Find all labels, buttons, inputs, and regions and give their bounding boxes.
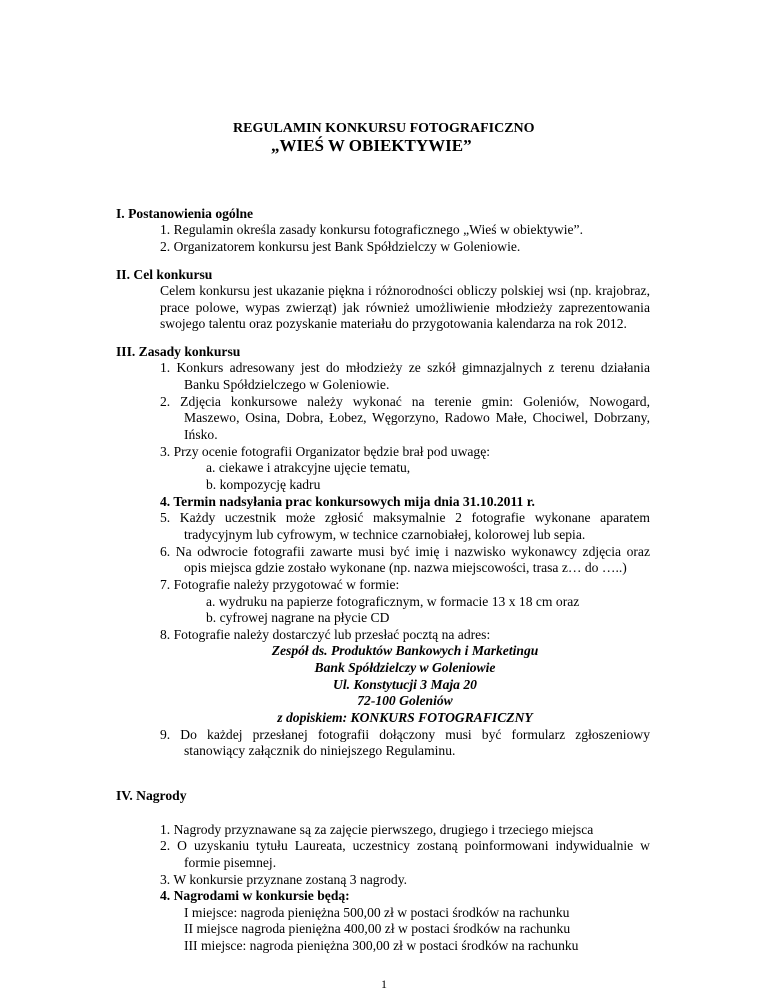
section-2-heading: II. Cel konkursu xyxy=(116,267,213,282)
list-item: 2. O uzyskaniu tytułu Laureata, uczestnicy zostaną poinformowani indywidualnie w xyxy=(160,838,650,853)
section-1-heading: I. Postanowienia ogólne xyxy=(116,206,254,221)
list-item: 7. Fotografie należy przygotować w formie: xyxy=(160,577,400,592)
list-item-continuation: formie pisemnej. xyxy=(184,855,277,870)
address-line: z dopiskiem: KONKURS FOTOGRAFICZNY xyxy=(277,710,533,725)
prize-line: II miejsce nagroda pieniężna 400,00 zł w postaci środków na rachunku xyxy=(184,921,571,936)
paragraph-line: prace polowe, wypas zwierząt) jak również umożliwienie młodzieży zaprezentowania xyxy=(160,300,650,315)
address-line: Bank Spółdzielczy w Goleniowie xyxy=(314,660,496,675)
paragraph-line: Celem konkursu jest ukazanie piękna i różnorodności obliczy polskiej wsi (np. krajobraz, xyxy=(160,283,650,298)
section-4-heading: IV. Nagrody xyxy=(116,788,187,803)
list-item-continuation: Ińsko. xyxy=(184,427,218,442)
list-item: 2. Zdjęcia konkursowe należy wykonać na terenie gmin: Goleniów, Nowogard, xyxy=(160,394,650,409)
document-title: REGULAMIN KONKURSU FOTOGRAFICZNO xyxy=(233,121,535,136)
sub-list-item: b. kompozycję kadru xyxy=(206,477,321,492)
list-item: 9. Do każdej przesłanej fotografii dołączony musi być formularz zgłoszeniowy xyxy=(160,727,650,742)
list-item: 1. Nagrody przyznawane są za zajęcie pierwszego, drugiego i trzeciego miejsca xyxy=(160,822,594,837)
list-item-continuation: opis miejsca gdzie zostało wykonane (np. nazwa miejscowości, trasa z… do …..) xyxy=(184,560,627,575)
list-item: 8. Fotografie należy dostarczyć lub przesłać pocztą na adres: xyxy=(160,627,491,642)
address-line: Ul. Konstytucji 3 Maja 20 xyxy=(333,677,477,692)
list-item: 1. Regulamin określa zasady konkursu fotograficznego „Wieś w obiektywie”. xyxy=(160,222,583,237)
list-item-continuation: stanowiący załącznik do niniejszego Regulaminu. xyxy=(184,743,456,758)
list-item: 6. Na odwrocie fotografii zawarte musi być imię i nazwisko wykonawcy zdjęcia oraz xyxy=(160,544,650,559)
document-subtitle: „WIEŚ W OBIEKTYWIE” xyxy=(271,136,472,155)
paragraph-line: swojego talentu oraz pozyskanie materiału do przygotowania kalendarza na rok 2012. xyxy=(160,316,627,331)
address-line: Zespół ds. Produktów Bankowych i Marketingu xyxy=(271,643,539,658)
list-item-deadline: 4. Termin nadsyłania prac konkursowych mija dnia 31.10.2011 r. xyxy=(160,494,535,509)
list-item-continuation: Maszewo, Osina, Dobra, Łobez, Węgorzyno, Radowo Małe, Chociwel, Dobrzany, xyxy=(184,410,650,425)
list-item-continuation: tradycyjnym lub cyfrowym, w technice czarnobiałej, kolorowej lub sepia. xyxy=(184,527,586,542)
prize-line: III miejsce: nagroda pieniężna 300,00 zł w postaci środków na rachunku xyxy=(184,938,579,953)
page-number: 1 xyxy=(381,977,387,991)
prize-line: I miejsce: nagroda pieniężna 500,00 zł w postaci środków na rachunku xyxy=(184,905,570,920)
sub-list-item: a. ciekawe i atrakcyjne ujęcie tematu, xyxy=(206,460,411,475)
section-3-heading: III. Zasady konkursu xyxy=(116,344,241,359)
list-item: 3. W konkursie przyznane zostaną 3 nagrody. xyxy=(160,872,408,887)
list-item: 5. Każdy uczestnik może zgłosić maksymalnie 2 fotografie wykonane aparatem xyxy=(160,510,650,525)
list-item: 2. Organizatorem konkursu jest Bank Spółdzielczy w Goleniowie. xyxy=(160,239,521,254)
sub-list-item: b. cyfrowej nagrane na płycie CD xyxy=(206,610,390,625)
list-item: 1. Konkurs adresowany jest do młodzieży ze szkół gimnazjalnych z terenu działania xyxy=(160,360,650,375)
list-item: 3. Przy ocenie fotografii Organizator będzie brał pod uwagę: xyxy=(160,444,491,459)
list-item-continuation: Banku Spółdzielczego w Goleniowie. xyxy=(184,377,390,392)
address-line: 72-100 Goleniów xyxy=(357,693,453,708)
list-item: 4. Nagrodami w konkursie będą: xyxy=(160,888,350,903)
sub-list-item: a. wydruku na papierze fotograficznym, w formacie 13 x 18 cm oraz xyxy=(206,594,580,609)
